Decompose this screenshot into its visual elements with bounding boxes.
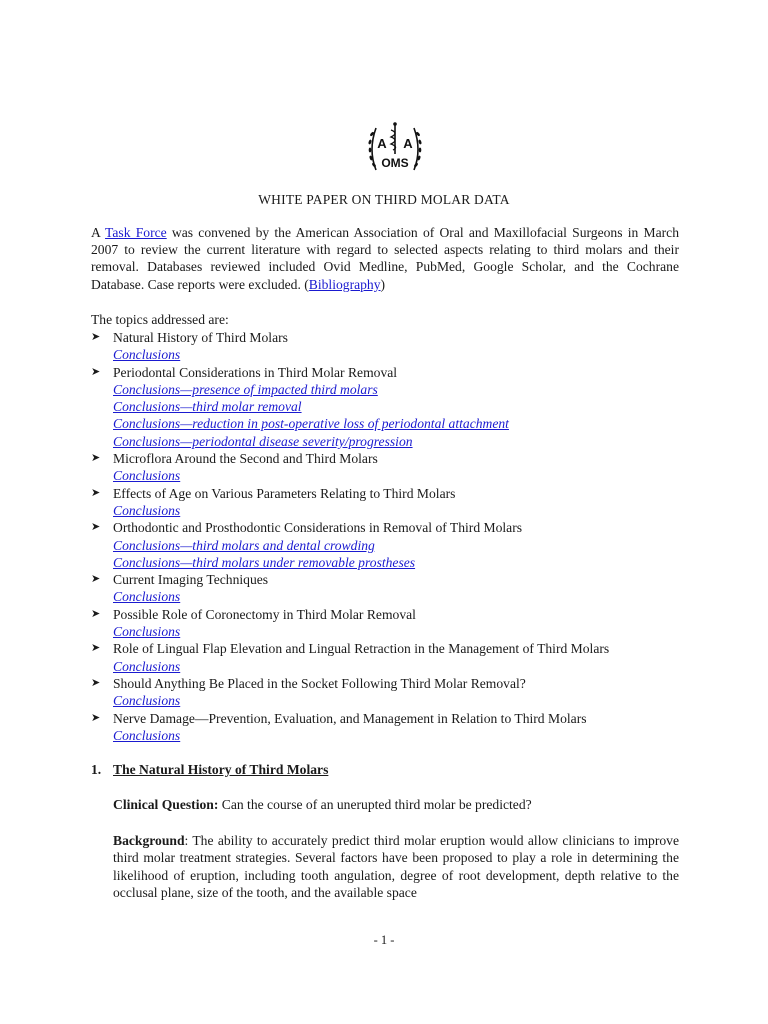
topic-item xyxy=(91,710,691,745)
clinical-question xyxy=(113,797,532,813)
conclusions-link[interactable]: Conclusions—reduction in post-operative loss of periodontal attachment xyxy=(113,416,509,432)
page-number: - 1 - xyxy=(373,933,395,947)
topic-item xyxy=(91,364,691,450)
conclusions-link[interactable]: Conclusions—third molars under removable prostheses xyxy=(113,554,416,570)
topic-label: Natural History of Third Molars xyxy=(113,330,288,345)
topic-label: Role of Lingual Flap Elevation and Lingual Retraction in the Management of Third Molars xyxy=(113,641,610,657)
conclusions-link[interactable]: Conclusions xyxy=(113,347,181,363)
bullet-arrow-icon: ➤ xyxy=(91,642,101,655)
conclusions-link[interactable]: Conclusions—third molar removal xyxy=(113,399,302,415)
topics-list xyxy=(91,329,691,744)
bullet-arrow-icon: ➤ xyxy=(91,573,101,586)
logo-letter-right: A xyxy=(403,136,413,151)
clinical-question-label: Clinical Question: xyxy=(113,797,219,812)
bullet-arrow-icon: ➤ xyxy=(91,711,101,724)
topic-item xyxy=(91,450,691,485)
topic-label: Microflora Around the Second and Third Molars xyxy=(113,451,378,467)
topic-item xyxy=(91,571,691,606)
logo-letters-bottom: OMS xyxy=(381,156,409,170)
topic-item xyxy=(91,485,691,520)
conclusions-link[interactable]: Conclusions xyxy=(113,658,181,674)
topic-label: Current Imaging Techniques xyxy=(113,572,269,588)
bullet-arrow-icon: ➤ xyxy=(91,676,101,689)
intro-text-end: ) xyxy=(380,276,386,292)
conclusions-link[interactable]: Conclusions xyxy=(113,502,181,518)
bullet-arrow-icon: ➤ xyxy=(91,521,101,534)
bullet-arrow-icon: ➤ xyxy=(91,452,101,465)
topics-heading: The topics addressed are: xyxy=(91,312,229,327)
task-force-link[interactable]: Task Force xyxy=(105,225,167,240)
topic-item xyxy=(91,606,691,641)
conclusions-link[interactable]: Conclusions xyxy=(113,468,181,484)
conclusions-link[interactable]: Conclusions xyxy=(113,727,181,743)
conclusions-link[interactable]: Conclusions xyxy=(113,693,181,709)
section-title: The Natural History of Third Molars xyxy=(113,762,329,777)
topic-item xyxy=(91,519,691,571)
conclusions-link[interactable]: Conclusions xyxy=(113,624,181,640)
topic-label: Effects of Age on Various Parameters Relating to Third Molars xyxy=(113,485,456,501)
background-label: Background xyxy=(113,833,185,848)
bullet-arrow-icon: ➤ xyxy=(91,331,101,343)
topic-label: Periodontal Considerations in Third Molar Removal xyxy=(113,364,398,380)
topic-item xyxy=(91,675,691,710)
bullet-arrow-icon: ➤ xyxy=(91,486,101,499)
logo-letter-left: A xyxy=(377,136,387,151)
background-paragraph xyxy=(113,832,679,902)
conclusions-link[interactable]: Conclusions—periodontal disease severity/progression xyxy=(113,433,413,449)
topic-label: Nerve Damage—Prevention, Evaluation, and Management in Relation to Third Molars xyxy=(113,710,587,726)
intro-text-body: was convened by the American Association of Oral and Maxillofacial Surgeons in March 2007 to review the current literature with regard to selected aspects relating to third molars and their removal. Databases reviewed included Ovid Medline, PubMed, Google Scholar, and the Cochrane Database. Case reports were excluded. ( xyxy=(91,225,679,292)
conclusions-link[interactable]: Conclusions—third molars and dental crowding xyxy=(113,537,375,553)
bullet-arrow-icon: ➤ xyxy=(91,607,101,620)
clinical-question-text: Can the course of an unerupted third molar be predicted? xyxy=(218,797,532,812)
bibliography-link[interactable]: Bibliography xyxy=(308,276,381,292)
background-text: : The ability to accurately predict third molar eruption would allow clinicians to improve third molar treatment strategies. Several factors have been proposed to play a role in determining the likelihood of eruption, including tooth angulation, degree of root development, depth relative to the occlusal plane, size of the tooth, and the available space xyxy=(113,833,679,901)
intro-text-start: A xyxy=(91,225,106,240)
topic-item xyxy=(91,329,691,364)
intro-paragraph xyxy=(91,224,679,293)
topic-label: Should Anything Be Placed in the Socket Following Third Molar Removal? xyxy=(113,675,526,691)
section-number: 1. xyxy=(91,762,102,777)
aaoms-logo xyxy=(366,120,424,176)
conclusions-link[interactable]: Conclusions xyxy=(113,589,181,605)
document-title: WHITE PAPER ON THIRD MOLAR DATA xyxy=(258,192,510,207)
section-1-heading xyxy=(91,762,328,778)
bullet-arrow-icon: ➤ xyxy=(91,365,101,378)
topic-label: Possible Role of Coronectomy in Third Molar Removal xyxy=(113,606,416,622)
conclusions-link[interactable]: Conclusions—presence of impacted third molars xyxy=(113,381,378,397)
topic-label: Orthodontic and Prosthodontic Considerations in Removal of Third Molars xyxy=(113,520,523,536)
topic-item xyxy=(91,640,691,675)
